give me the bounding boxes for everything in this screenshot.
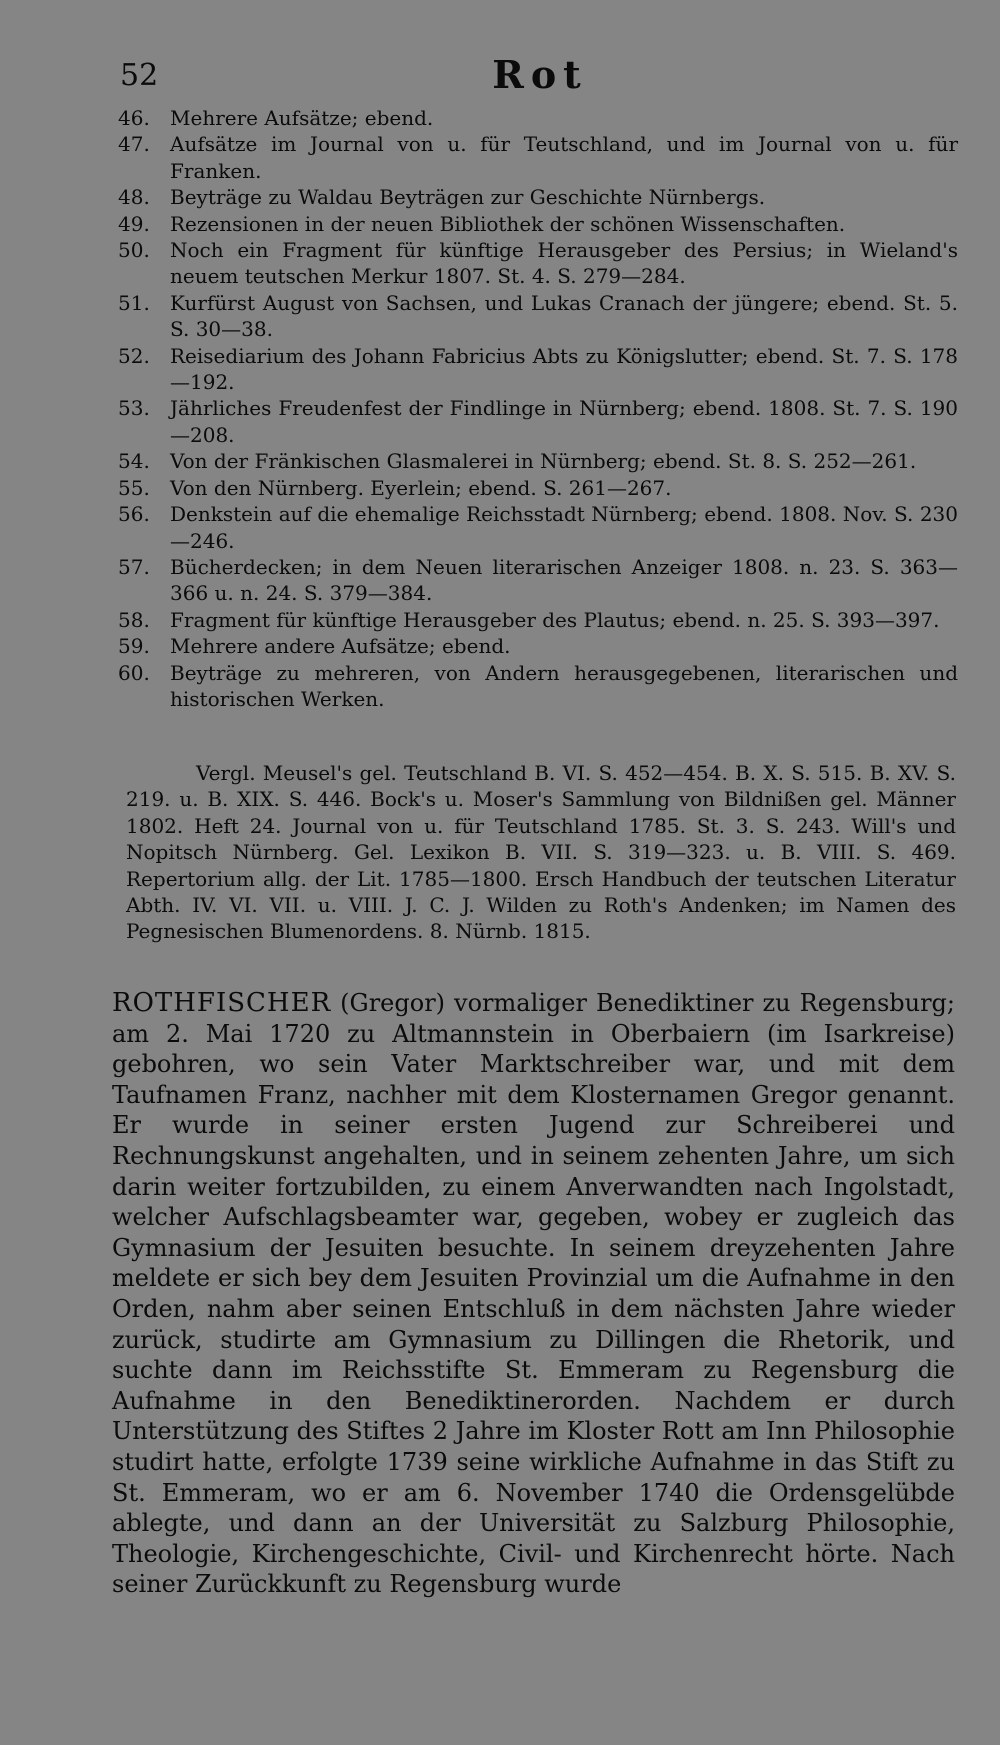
page-number: 52 [120, 58, 159, 93]
entry-number: 52. [118, 343, 150, 368]
bibliography-entry [118, 633, 958, 659]
bibliography-entry [118, 448, 958, 474]
biography-paragraph [112, 988, 955, 1600]
bibliography-entry [118, 237, 958, 290]
entry-text: Mehrere Aufsätze; ebend. [170, 106, 434, 130]
biography-text: (Gregor) vormaliger Benediktiner zu Regensburg; am 2. Mai 1720 zu Altmannstein in Oberbaiern (im Isarkreise) gebohren, wo sein Vater Marktschreiber war, und mit dem Taufnamen Franz, nachher mit dem Klosternamen Gregor genannt. Er wurde in seiner ersten Jugend zur Schreiberei und Rechnungskunst angehalten, und in seinem zehenten Jahre, um sich darin weiter fortzubilden, zu einem Anverwandten nach Ingolstadt, welcher Aufschlagsbeamter war, gegeben, wobey er zugleich das Gymnasium der Jesuiten besuchte. In seinem dreyzehenten Jahre meldete er sich bey dem Jesuiten Provinzial um die Aufnahme in den Orden, nahm aber seinen Entschluß in dem nächsten Jahre wieder zurück, studirte am Gymnasium zu Dillingen die Rhetorik, und suchte dann im Reichsstifte St. Emmeram zu Regensburg die Aufnahme in den Benediktinerorden. Nachdem er durch Unterstützung des Stiftes 2 Jahre im Kloster Rott am Inn Philosophie studirt hatte, erfolgte 1739 seine wirkliche Aufnahme in das Stift zu St. Emmeram, wo er am 6. November 1740 die Ordensgelübde ablegte, und dann an der Universität zu Salzburg Philosophie, Theologie, Kirchengeschichte, Civil- und Kirchenrecht hörte. Nach seiner Zurückkunft zu Regensburg wurde [112, 989, 955, 1599]
biography-name: ROTHFISCHER [112, 988, 332, 1018]
bibliography-entry [118, 475, 958, 501]
entry-text: Noch ein Fragment für künftige Herausgeber des Persius; in Wieland's neuem teutschen Merkur 1807. St. 4. S. 279—284. [170, 238, 958, 289]
bibliography-entry [118, 395, 958, 448]
bibliography-entry [118, 607, 958, 633]
bibliography-entry [118, 660, 958, 713]
bibliography-entry [118, 290, 958, 343]
bibliography-entry [118, 131, 958, 184]
entry-text: Von den Nürnberg. Eyerlein; ebend. S. 261—267. [170, 475, 672, 500]
entry-number: 57. [118, 554, 150, 579]
entry-text: Mehrere andere Aufsätze; ebend. [170, 634, 511, 659]
bibliography-entry [118, 105, 958, 131]
entry-number: 48. [118, 185, 150, 210]
entry-number: 54. [118, 449, 150, 474]
entry-number: 50. [118, 238, 150, 263]
running-head: Rot [492, 52, 588, 97]
bibliography-entry [118, 554, 958, 607]
page-header [120, 52, 960, 104]
entry-text: Von der Fränkischen Glasmalerei in Nürnberg; ebend. St. 8. S. 252—261. [170, 449, 917, 474]
entry-text: Rezensionen in der neuen Bibliothek der schönen Wissenschaften. [170, 211, 846, 236]
entry-number: 59. [118, 634, 150, 659]
entry-number: 56. [118, 502, 150, 527]
bibliography-entry [118, 184, 958, 210]
entry-number: 47. [118, 132, 150, 157]
references-paragraph: Vergl. Meusel's gel. Teutschland B. VI. S. 452—454. B. X. S. 515. B. XV. S. 219. u. B. XIX. S. 446. Bock's u. Moser's Sammlung von Bildnißen gel. Männer 1802. Heft 24. Journal von u. für Teutschland 1785. St. 3. S. 243. Will's und Nopitsch Nürnberg. Gel. Lexikon B. VII. S. 319—323. u. B. VIII. S. 469. Repertorium allg. der Lit. 1785—1800. Ersch Handbuch der teutschen Literatur Abth. IV. VI. VII. u. VIII. J. C. J. Wilden zu Roth's Andenken; im Namen des Pegnesischen Blumenordens. 8. Nürnb. 1815. [126, 761, 956, 944]
entry-text: Reisediarium des Johann Fabricius Abts zu Königslutter; ebend. St. 7. S. 178—192. [170, 343, 958, 395]
entry-number: 60. [118, 660, 150, 685]
entry-text: Denkstein auf die ehemalige Reichsstadt Nürnberg; ebend. 1808. Nov. S. 230—246. [170, 502, 958, 553]
entry-number: 58. [118, 607, 150, 632]
entry-number: 51. [118, 290, 150, 315]
entry-text: Jährliches Freudenfest der Findlinge in Nürnberg; ebend. 1808. St. 7. S. 190—208. [170, 396, 958, 447]
bibliography-entry [118, 211, 958, 237]
entry-text: Fragment für künftige Herausgeber des Plautus; ebend. n. 25. S. 393—397. [170, 607, 940, 632]
entry-number: 49. [118, 211, 150, 236]
entry-text: Aufsätze im Journal von u. für Teutschland, und im Journal von u. für Franken. [170, 132, 958, 183]
entry-text: Beyträge zu mehreren, von Andern herausgegebenen, literarischen und historischen Werken. [170, 660, 958, 711]
entry-text: Bücherdecken; in dem Neuen literarischen Anzeiger 1808. n. 23. S. 363—366 u. n. 24. S. 379—384. [170, 554, 958, 606]
bibliography-entry [118, 501, 958, 554]
bibliography-list [118, 105, 958, 712]
entry-number: 53. [118, 396, 150, 421]
entry-text: Beyträge zu Waldau Beyträgen zur Geschichte Nürnbergs. [170, 185, 766, 210]
entry-text: Kurfürst August von Sachsen, und Lukas Cranach der jüngere; ebend. St. 5. S. 30—38. [170, 290, 958, 342]
bibliography-entry [118, 343, 958, 396]
entry-number: 46. [118, 106, 150, 130]
entry-number: 55. [118, 475, 150, 500]
